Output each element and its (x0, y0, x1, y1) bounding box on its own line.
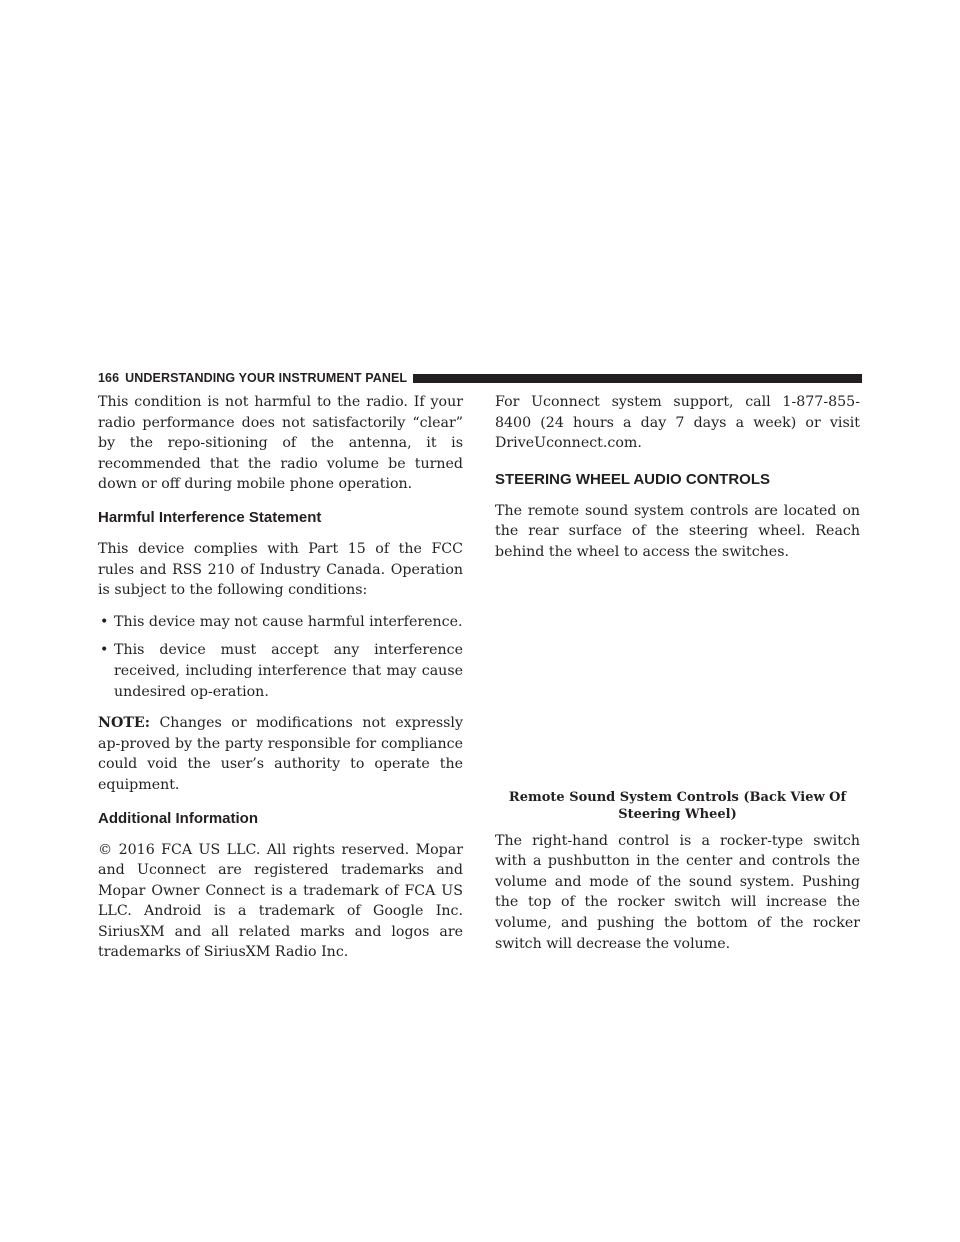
bullet-icon: • (100, 613, 109, 630)
support-paragraph: For Uconnect system support, call 1-877-855-8400 (24 hours a day 7 days a week) or visit DriveUconnect.com. (495, 394, 860, 452)
bullet-icon: • (100, 642, 109, 659)
harmful-interference-heading: Harmful Interference Statement (98, 508, 322, 526)
header-rule (413, 374, 862, 383)
additional-information-paragraph: © 2016 FCA US LLC. All rights reserved. Mopar and Uconnect are registered trademarks and Mopar Owner Connect is a trademark of FCA US LLC. Android is a trademark of Google Inc. SiriusXM and all related marks and logos are trademarks of SiriusXM Radio Inc. (98, 841, 463, 961)
steering-wheel-audio-controls-heading: STEERING WHEEL AUDIO CONTROLS (495, 470, 771, 488)
additional-information-heading: Additional Information (98, 809, 258, 827)
conditions-list (98, 612, 463, 702)
note-text: Changes or modifications not expressly ap-proved by the party responsible for compliance could void the user’s authority to operate the equipment. (98, 715, 463, 793)
list-item-text: This device may not cause harmful interference. (114, 613, 463, 630)
right-column (495, 392, 860, 954)
figure-placeholder (495, 563, 860, 789)
intro-paragraph: This condition is not harmful to the radio. If your radio performance does not satisfactorily “clear” by the repo-sitioning of the antenna, it is recommended that the radio volume be turned down or off during mobile phone operation. (98, 394, 463, 493)
note-paragraph (98, 713, 463, 795)
section-title: UNDERSTANDING YOUR INSTRUMENT PANEL (125, 371, 408, 385)
page-header (98, 371, 862, 385)
note-label: NOTE: (98, 715, 150, 732)
page-number: 166 (98, 371, 120, 385)
list-item (98, 640, 463, 702)
figure-caption: Remote Sound System Controls (Back View Of Steering Wheel) (508, 789, 847, 822)
rocker-switch-paragraph: The right-hand control is a rocker-type switch with a pushbutton in the center and controls the volume and mode of the sound system. Pushing the top of the rocker switch will increase the volume, and pushing the bottom of the rocker switch will decrease the volume. (495, 832, 860, 952)
steering-controls-paragraph: The remote sound system controls are located on the rear surface of the steering wheel. Reach behind the wheel to access the switches. (495, 502, 860, 560)
list-item-text: This device must accept any interference received, including interference that may cause undesired op-eration. (114, 642, 463, 700)
left-column (98, 392, 463, 963)
list-item (98, 612, 463, 633)
harmful-interference-paragraph: This device complies with Part 15 of the FCC rules and RSS 210 of Industry Canada. Operation is subject to the following conditions: (98, 540, 463, 599)
